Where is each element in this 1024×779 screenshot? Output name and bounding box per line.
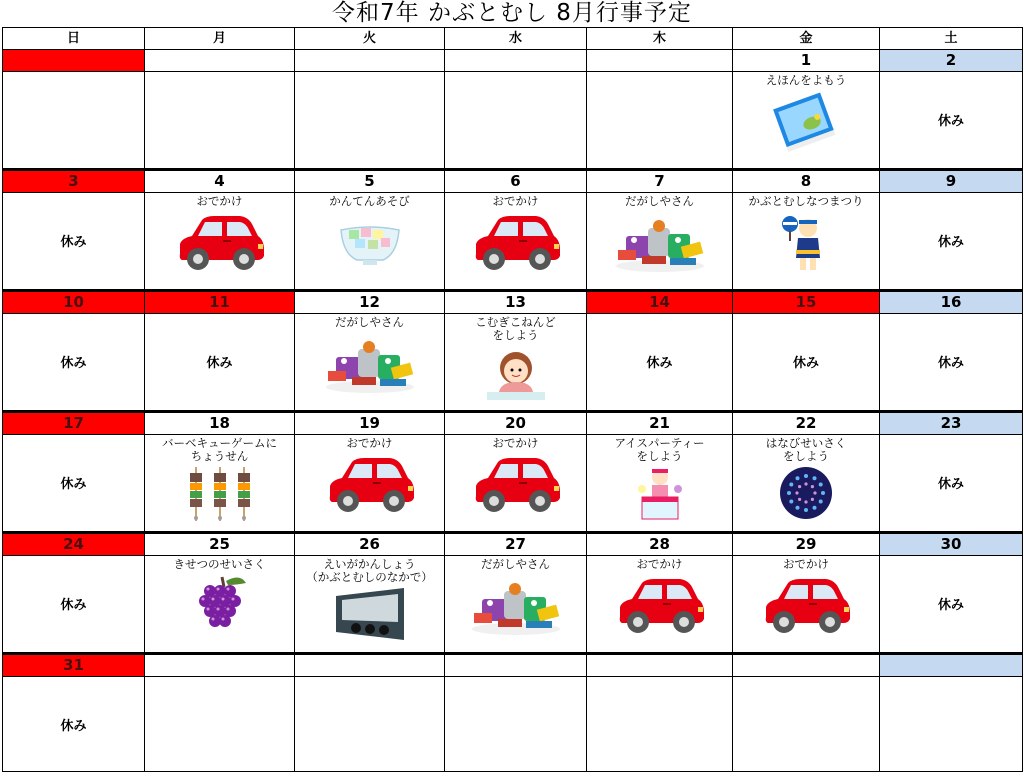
rest-label: 休み <box>60 719 87 734</box>
event-cell <box>295 556 445 654</box>
date-cell: 13 <box>445 291 587 314</box>
event-cell <box>145 677 295 772</box>
event-cell <box>445 556 587 654</box>
event-row <box>3 435 1023 533</box>
car-icon <box>145 210 294 272</box>
weekday-header: 金 <box>733 28 880 50</box>
event-cell <box>880 677 1023 772</box>
event-cell <box>880 193 1023 291</box>
calendar-title: 令和7年 かぶとむし 8月行事予定 <box>332 0 692 26</box>
event-label: おでかけ <box>346 436 393 450</box>
date-cell <box>587 654 733 677</box>
rest-label: 休み <box>60 356 87 371</box>
date-cell: 16 <box>880 291 1023 314</box>
event-cell <box>880 435 1023 533</box>
date-row <box>3 412 1023 435</box>
date-cell: 8 <box>733 170 880 193</box>
event-cell <box>587 72 733 170</box>
weekday-header: 月 <box>145 28 295 50</box>
date-cell: 5 <box>295 170 445 193</box>
date-cell: 1 <box>733 50 880 72</box>
grapes-icon <box>145 573 294 633</box>
date-cell: 11 <box>145 291 295 314</box>
event-cell <box>733 72 880 170</box>
event-cell <box>733 314 880 412</box>
weekday-header: 火 <box>295 28 445 50</box>
weekday-header-row <box>3 28 1023 50</box>
event-cell <box>295 435 445 533</box>
date-cell: 29 <box>733 533 880 556</box>
event-label: かぶとむしなつまつり <box>748 194 864 208</box>
car-icon <box>733 573 879 635</box>
event-label: おでかけ <box>636 557 683 571</box>
event-cell <box>880 556 1023 654</box>
event-cell <box>295 193 445 291</box>
event-cell <box>295 677 445 772</box>
event-cell <box>3 556 145 654</box>
rest-label: 休み <box>60 235 87 250</box>
date-cell: 24 <box>3 533 145 556</box>
event-label: こむぎこねんど をしよう <box>475 315 556 342</box>
event-label: おでかけ <box>492 194 539 208</box>
candy-shop-icon <box>587 210 732 274</box>
rest-label: 休み <box>646 356 673 371</box>
weekday-header: 土 <box>880 28 1023 50</box>
date-cell: 4 <box>145 170 295 193</box>
event-cell <box>733 193 880 291</box>
date-cell: 27 <box>445 533 587 556</box>
date-cell: 9 <box>880 170 1023 193</box>
date-row <box>3 50 1023 72</box>
event-cell <box>445 193 587 291</box>
date-cell: 3 <box>3 170 145 193</box>
event-cell <box>3 677 145 772</box>
date-cell: 10 <box>3 291 145 314</box>
date-row <box>3 654 1023 677</box>
date-cell: 23 <box>880 412 1023 435</box>
calendar-grid <box>2 27 1023 772</box>
car-icon <box>445 210 586 272</box>
date-cell <box>295 50 445 72</box>
date-cell: 17 <box>3 412 145 435</box>
event-label: だがしやさん <box>625 194 694 208</box>
event-cell <box>145 193 295 291</box>
event-cell <box>3 314 145 412</box>
event-label: おでかけ <box>783 557 829 571</box>
event-label: えいがかんしょう （かぶとむしのなかで） <box>306 557 433 584</box>
rest-label: 休み <box>937 477 964 492</box>
date-row <box>3 291 1023 314</box>
event-cell <box>445 677 587 772</box>
event-cell <box>733 556 880 654</box>
date-row <box>3 170 1023 193</box>
date-cell <box>445 654 587 677</box>
event-label: だがしやさん <box>481 557 550 571</box>
event-label: えほんをよもう <box>765 73 847 87</box>
date-cell: 26 <box>295 533 445 556</box>
event-cell <box>3 72 145 170</box>
date-cell: 6 <box>445 170 587 193</box>
event-cell <box>3 435 145 533</box>
date-cell: 22 <box>733 412 880 435</box>
candy-shop-icon <box>295 331 444 395</box>
event-cell <box>445 435 587 533</box>
event-cell <box>587 556 733 654</box>
rest-label: 休み <box>937 235 964 250</box>
event-row <box>3 556 1023 654</box>
event-label: はなびせいさく をしよう <box>765 436 847 463</box>
event-label: だがしやさん <box>335 315 404 329</box>
movie-screen-icon <box>295 586 444 642</box>
date-cell <box>880 654 1023 677</box>
date-cell: 14 <box>587 291 733 314</box>
ice-cream-stand-icon <box>587 465 732 525</box>
event-label: おでかけ <box>196 194 243 208</box>
event-cell <box>145 435 295 533</box>
date-cell <box>145 50 295 72</box>
date-cell <box>445 50 587 72</box>
event-cell <box>445 72 587 170</box>
event-cell <box>587 314 733 412</box>
event-cell <box>145 556 295 654</box>
date-cell: 15 <box>733 291 880 314</box>
date-cell <box>733 654 880 677</box>
weekday-header: 木 <box>587 28 733 50</box>
skewers-icon <box>145 465 294 525</box>
event-row <box>3 193 1023 291</box>
date-cell: 25 <box>145 533 295 556</box>
candy-shop-icon <box>445 573 586 637</box>
event-cell <box>295 72 445 170</box>
event-cell <box>733 677 880 772</box>
event-cell <box>445 314 587 412</box>
fireworks-icon <box>733 465 879 521</box>
date-cell: 18 <box>145 412 295 435</box>
event-cell <box>145 72 295 170</box>
event-cell <box>3 193 145 291</box>
jelly-bowl-icon <box>295 210 444 270</box>
event-label: かんてんあそび <box>329 194 410 208</box>
car-icon <box>445 452 586 514</box>
event-cell <box>587 677 733 772</box>
rest-label: 休み <box>60 477 87 492</box>
rest-label: 休み <box>937 356 964 371</box>
date-cell <box>295 654 445 677</box>
rest-label: 休み <box>206 356 233 371</box>
date-cell: 2 <box>880 50 1023 72</box>
event-row <box>3 314 1023 412</box>
event-label: おでかけ <box>492 436 539 450</box>
date-cell: 20 <box>445 412 587 435</box>
event-cell <box>587 193 733 291</box>
date-cell <box>145 654 295 677</box>
event-cell <box>733 435 880 533</box>
date-cell: 21 <box>587 412 733 435</box>
date-row <box>3 533 1023 556</box>
rest-label: 休み <box>792 356 819 371</box>
car-icon <box>295 452 444 514</box>
date-cell: 28 <box>587 533 733 556</box>
event-row <box>3 72 1023 170</box>
event-cell <box>295 314 445 412</box>
date-cell: 30 <box>880 533 1023 556</box>
date-cell: 31 <box>3 654 145 677</box>
clay-girl-icon <box>445 344 586 404</box>
date-cell: 19 <box>295 412 445 435</box>
festival-boy-icon <box>733 210 879 274</box>
picture-book-icon <box>733 89 879 153</box>
event-cell <box>145 314 295 412</box>
date-cell <box>3 50 145 72</box>
event-cell <box>880 314 1023 412</box>
date-cell: 12 <box>295 291 445 314</box>
rest-label: 休み <box>937 114 964 129</box>
event-cell <box>587 435 733 533</box>
weekday-header: 日 <box>3 28 145 50</box>
weekday-header: 水 <box>445 28 587 50</box>
rest-label: 休み <box>937 598 964 613</box>
event-label: きせつのせいさく <box>173 557 266 571</box>
event-cell <box>880 72 1023 170</box>
rest-label: 休み <box>60 598 87 613</box>
car-icon <box>587 573 732 635</box>
date-cell <box>587 50 733 72</box>
date-cell: 7 <box>587 170 733 193</box>
event-label: バーベキューゲームに ちょうせん <box>162 436 277 463</box>
event-label: アイスパーティー をしよう <box>614 436 705 463</box>
event-row <box>3 677 1023 772</box>
